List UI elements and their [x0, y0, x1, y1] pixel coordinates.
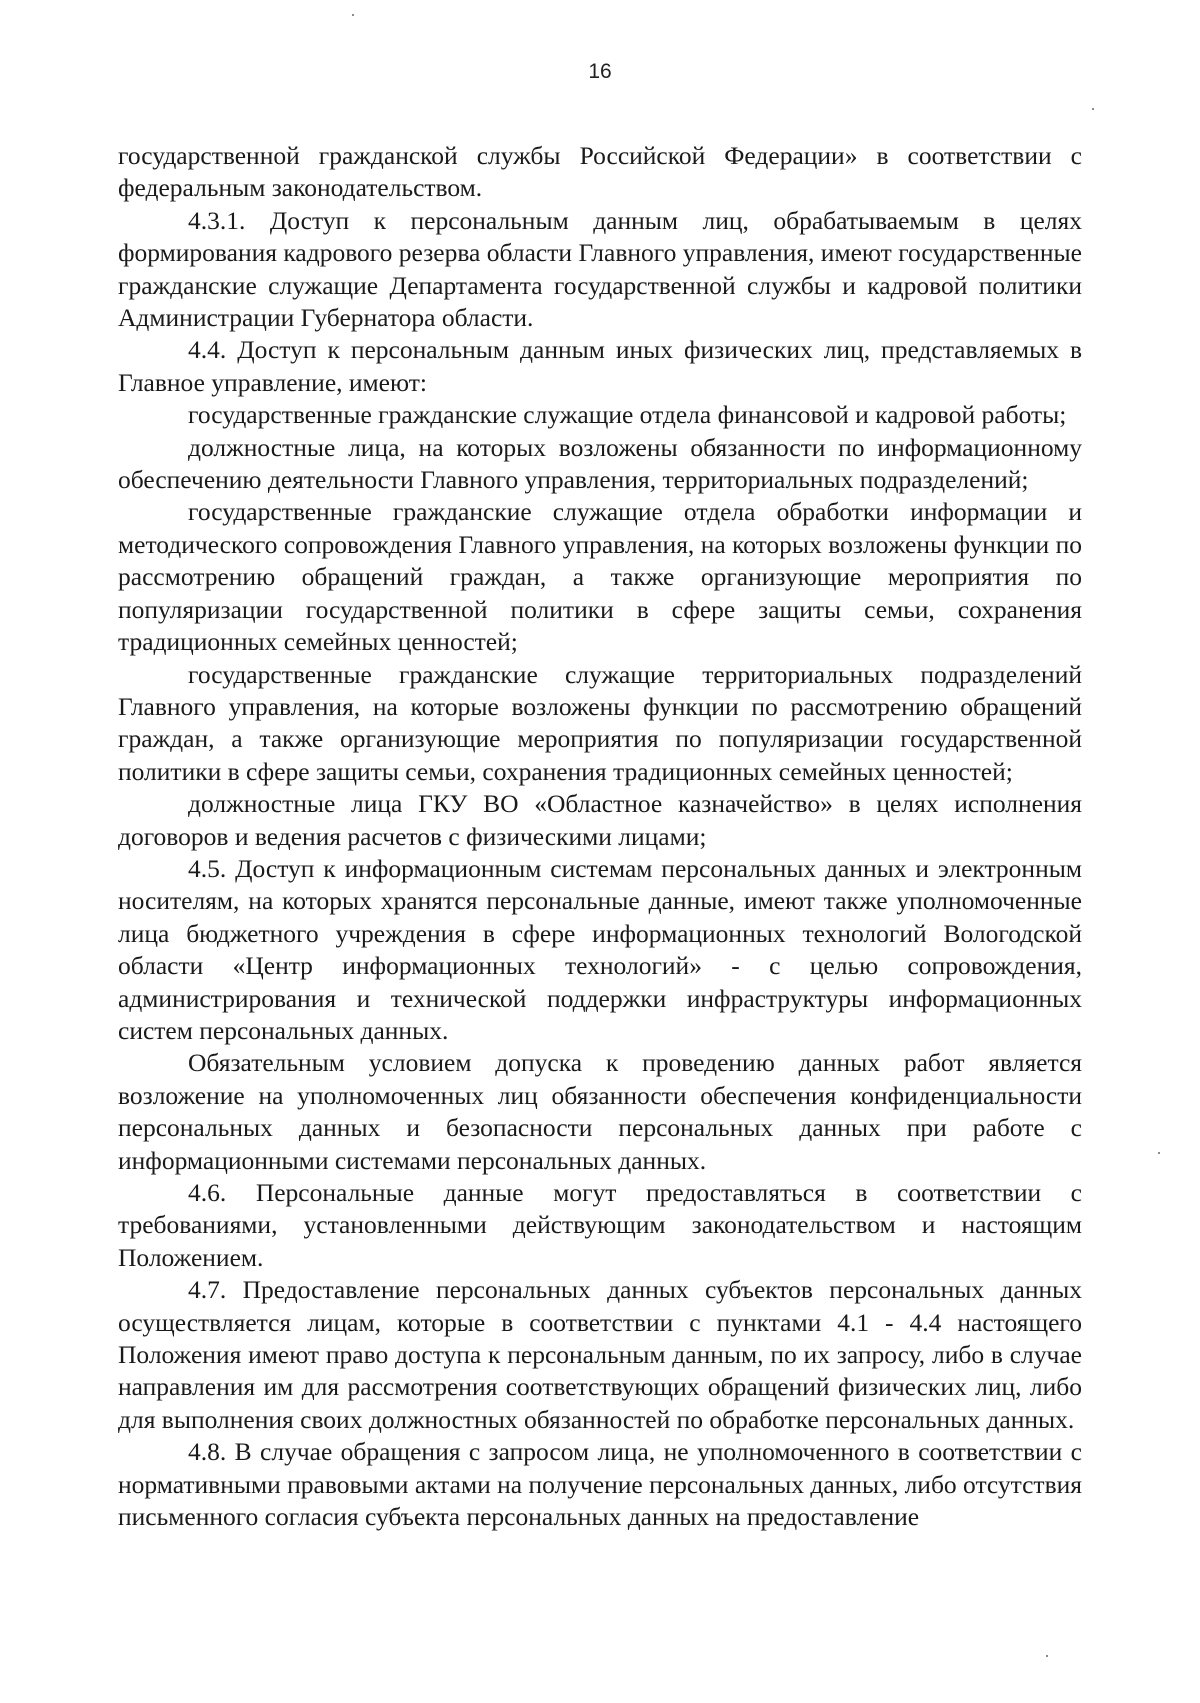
scan-speck — [1158, 1152, 1160, 1154]
paragraph-continuation: государственной гражданской службы Российской Федерации» в соответствии с федеральным законодательством. — [118, 141, 1082, 203]
scan-speck — [352, 14, 354, 16]
paragraph-4-4-item-1: государственные гражданские служащие отдела финансовой и кадровой работы; — [188, 400, 1067, 430]
scan-speck — [1046, 1655, 1048, 1657]
paragraph-4-4-item-2: должностные лица, на которых возложены обязанности по информационному обеспечению деятельности Главного управления, территориальных подразделений; — [118, 432, 1082, 495]
paragraph-4-5-condition: Обязательным условием допуска к проведению данных работ является возложение на уполномоченных лиц обязанности обеспечения конфиденциальности персональных данных и безопасности персональных данных при работе с информационными системами персональных данных. — [118, 1048, 1082, 1175]
paragraph-4-4-item-5: должностные лица ГКУ ВО «Областное казначейство» в целях исполнения договоров и ведения расчетов с физическими лицами; — [118, 789, 1082, 851]
paragraph-4-4-item-4: государственные гражданские служащие территориальных подразделений Главного управления, на которые возложены функции по рассмотрению обращений граждан, а также организующие мероприятия по популяризации государственной политики в сфере защиты семьи, сохранения традиционных семейных ценностей; — [118, 659, 1082, 786]
scan-speck — [1092, 108, 1094, 110]
document-body — [118, 140, 1082, 1533]
paragraph-4-5: 4.5. Доступ к информационным системам персональных данных и электронным носителям, на которых хранятся персональные данные, имеют также уполномоченные лица бюджетного учреждения в сфере информационных технологий Вологодской области «Центр информационных технологий» - с целью сопровождения, администрирования и технической поддержки инфраструктуры информационных систем персональных данных. — [118, 853, 1082, 1045]
paragraph-4-4: 4.4. Доступ к персональным данным иных физических лиц, представляемых в Главное управление, имеют: — [118, 335, 1082, 397]
paragraph-4-3-1: 4.3.1. Доступ к персональным данным лиц, обрабатываемым в целях формирования кадрового резерва области Главного управления, имеют государственные гражданские служащие Департамента государственной службы и кадровой политики Администрации Губернатора области. — [118, 205, 1082, 333]
page-number: 16 — [588, 60, 612, 83]
paragraph-4-4-item-3: государственные гражданские служащие отдела обработки информации и методического сопровождения Главного управления, на которых возложены функции по рассмотрению обращений граждан, а также организующие мероприятия по популяризации государственной политики в сфере защиты семьи, сохранения традиционных семейных ценностей; — [118, 497, 1082, 657]
paragraph-4-7: 4.7. Предоставление персональных данных субъектов персональных данных осуществляется лицам, которые в соответствии с пунктами 4.1 - 4.4 настоящего Положения имеют право доступа к персональным данным, по их запросу, либо в случае направления им для рассмотрения соответствующих обращений физических лиц, либо для выполнения своих должностных обязанностей по обработке персональных данных. — [118, 1275, 1082, 1434]
paragraph-4-6: 4.6. Персональные данные могут предоставляться в соответствии с требованиями, установленными действующим законодательством и настоящим Положением. — [118, 1178, 1082, 1272]
paragraph-4-8: 4.8. В случае обращения с запросом лица, не уполномоченного в соответствии с нормативными правовыми актами на получение персональных данных, либо отсутствия письменного согласия субъекта персональных данных на предоставление — [118, 1437, 1082, 1532]
